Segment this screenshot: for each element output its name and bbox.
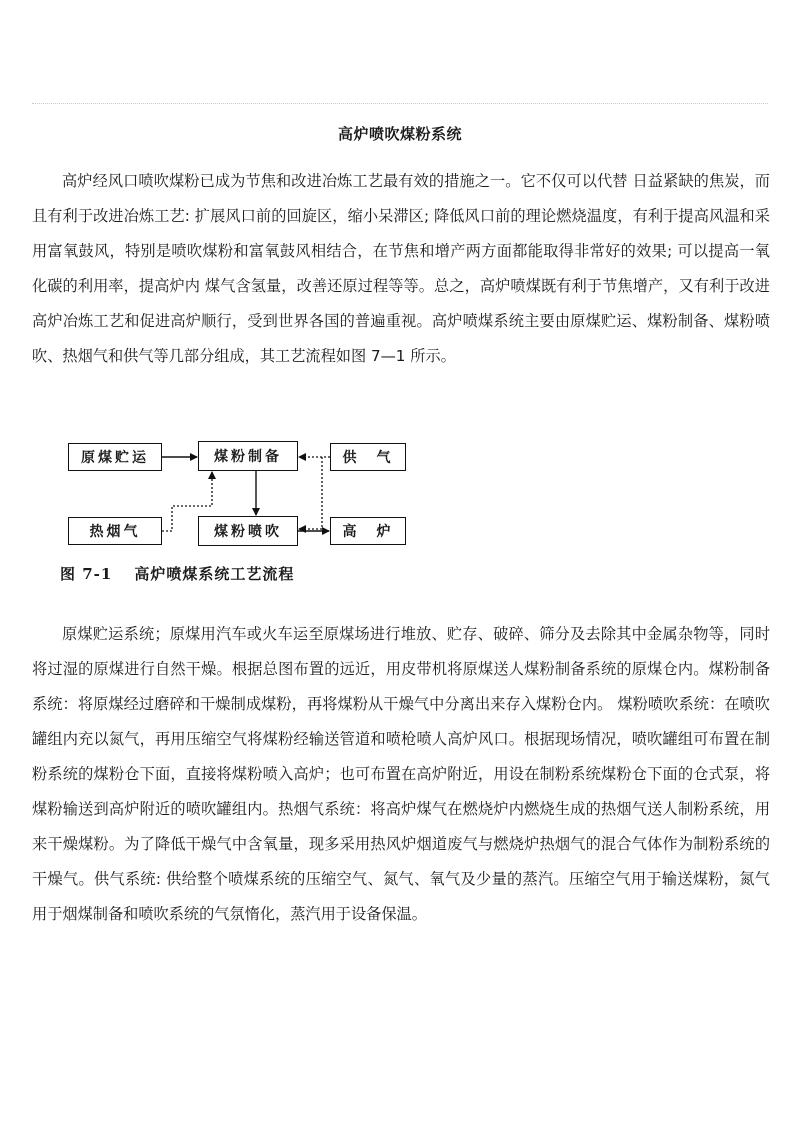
intro-paragraph: 高炉经风口喷吹煤粉已成为节焦和改进冶炼工艺最有效的措施之一。它不仅可以代替 日益紧缺的焦炭，而且有利于改进冶炼工艺: 扩展风口前的回旋区，缩小呆滞区; 降低风口前的理论燃烧温度，有利于提高风温和采用富氧鼓风，特别是喷吹煤粉和富氧鼓风相结合，在节焦和增产两方面都能取得非常好的效果; 可以提高一氧化碳的利用率，提高炉内 煤气含氢量，改善还原过程等等。总之，高炉喷煤既有利于节焦增产，又有利于改进高炉冶炼工艺和促进高炉顺行，受到世界各国的普遍重视。高炉喷煤系统主要由原煤贮运、煤粉制备、煤粉喷吹、热烟气和供气等几部分组成，其工艺流程如图 7—1 所示。 <box>32 172 770 365</box>
box-gas-supply: 供 气 <box>330 443 406 471</box>
box-raw-coal-storage: 原煤贮运 <box>68 443 162 471</box>
box-hot-flue-gas: 热烟气 <box>68 517 162 545</box>
figure-caption-number: 图 7-1 <box>60 565 113 583</box>
systems-paragraph: 原煤贮运系统；原煤用汽车或火车运至原煤场进行堆放、贮存、破碎、筛分及去除其中金属杂物等，同时将过湿的原煤进行自然干燥。根据总图布置的远近，用皮带机将原煤送人煤粉制备系统的原煤仓内。煤粉制备系统：将原煤经过磨碎和干燥制成煤粉，再将煤粉从干燥气中分离出来存入煤粉仓内。 煤粉喷吹系统：在喷吹罐组内充以氮气，再用压缩空气将煤粉经输送管道和喷枪喷人高炉风口。根据现场情况，喷吹罐组可布置在制粉系统的煤粉仓下面，直接将煤粉喷入高炉；也可布置在高炉附近，用设在制粉系统煤粉仓下面的仓式泵，将煤粉输送到高炉附近的喷吹罐组内。热烟气系统：将高炉煤气在燃烧炉内燃烧生成的热烟气送人制粉系统，用来干燥煤粉。为了降低干燥气中含氧量，现多采用热风炉烟道废气与燃烧炉热烟气的混合气体作为制粉系统的干燥气。供气系统: 供给整个喷煤系统的压缩空气、氮气、氧气及少量的蒸汽。压缩空气用于输送煤粉，氮气用于烟煤制备和喷吹系统的气氛惰化，蒸汽用于设备保温。 <box>32 625 770 923</box>
box-blast-furnace: 高 炉 <box>330 517 406 545</box>
arrow-gas-to-inj <box>299 457 322 529</box>
box-coal-injection: 煤粉喷吹 <box>198 516 298 546</box>
figure-caption <box>60 563 294 584</box>
figure-caption-text: 高炉喷煤系统工艺流程 <box>134 565 295 583</box>
document-title: 高炉喷吹煤粉系统 <box>337 125 462 143</box>
box-coal-pulverizing: 煤粉制备 <box>198 441 298 471</box>
top-dotted-divider <box>32 103 768 104</box>
